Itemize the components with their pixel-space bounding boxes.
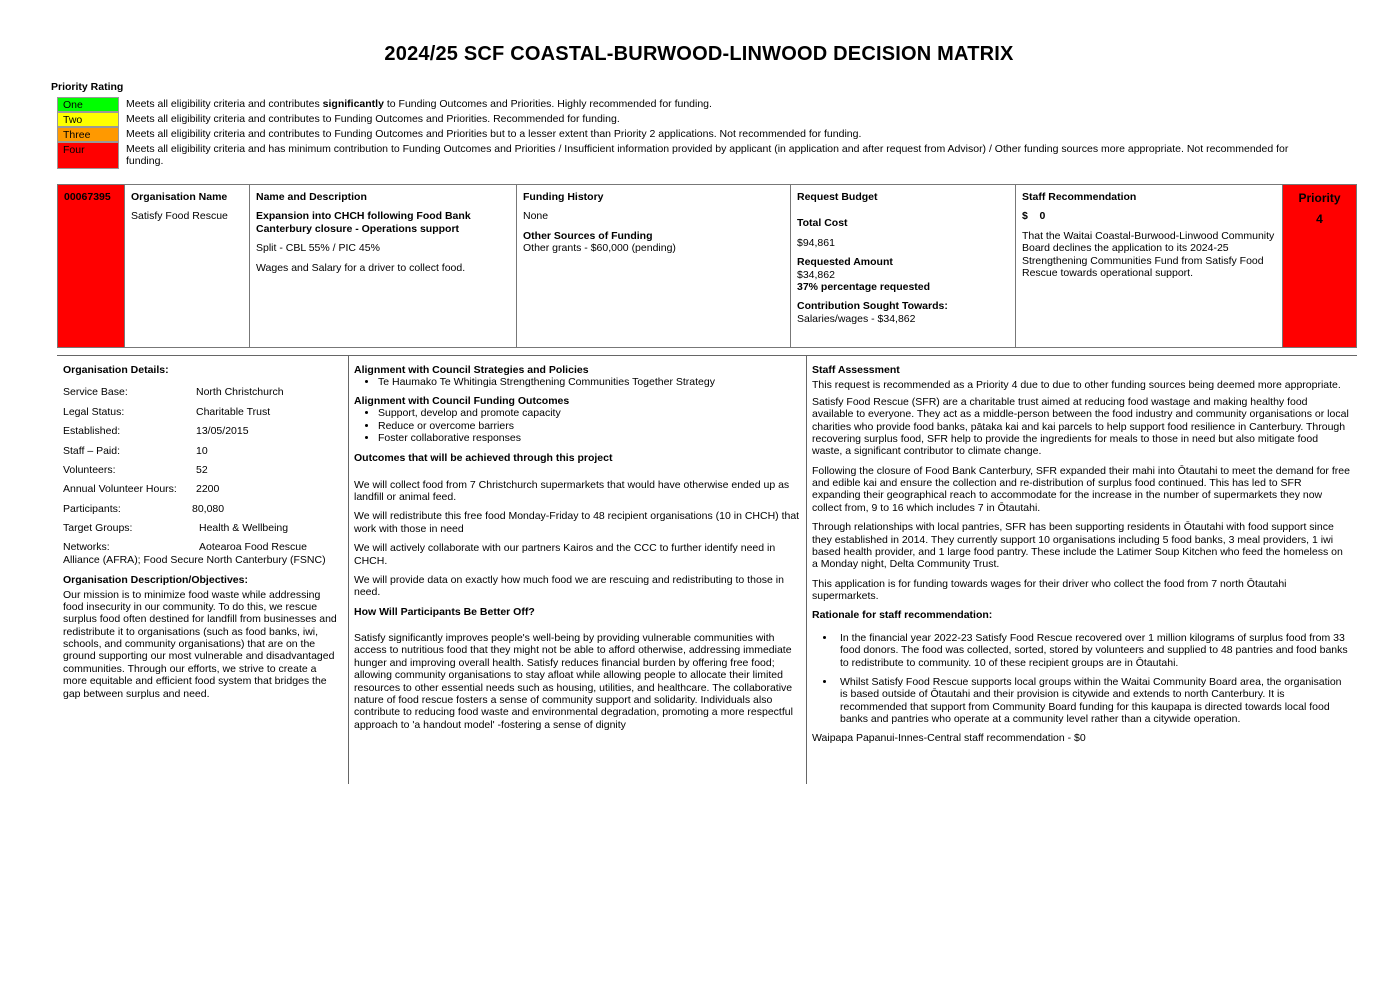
total-cost-label: Total Cost (797, 217, 848, 230)
funding-history-header: Funding History (523, 191, 604, 203)
assessment-intro: This request is recommended as a Priority 4 due to due to other funding sources being deemed more appropriate. (812, 379, 1341, 392)
column-divider (806, 356, 807, 784)
detail-row: Target Groups: Health & Wellbeing (63, 522, 289, 534)
name-description-cell (250, 185, 517, 347)
application-summary-table (57, 184, 1357, 348)
priority-swatch-three: Three (57, 127, 119, 142)
staff-recommendation-amount: $ 0 (1022, 210, 1046, 223)
organisation-details-heading: Organisation Details: (63, 364, 169, 376)
funding-history-value: None (523, 210, 549, 223)
other-sources-header: Other Sources of Funding (523, 229, 653, 242)
rationale-heading: Rationale for staff recommendation: (812, 609, 993, 622)
detail-row: Staff – Paid: 10 (63, 444, 208, 457)
assessment-paragraph: Through relationships with local pantries, SFR has been supporting residents in Ōtautahi with food support since they established in 2014. They currently support 10 organisations including 5 food banks, 3 meal providers, 1 iwi based health provider, and 1 large food pantry. These include the Latimer Soup Kitchen who feed the homeless on a Monday night, Delta Community Trust. (812, 521, 1343, 571)
organisation-name-header: Organisation Name (131, 191, 228, 203)
achieved-outcome: We will provide data on exactly how much food we are rescuing and redistributing to those in need. (354, 573, 784, 599)
contribution-value: Salaries/wages - $34,862 (797, 312, 916, 325)
organisation-details-column (63, 356, 343, 700)
priority-desc-four: Meets all eligibility criteria and has minimum contribution to Funding Outcomes and Priorities / Insufficient information provided by applicant (in application and after request from Advisor) / Other funding sources more appropriate. Not recommended for funding. (126, 143, 1289, 168)
priority-swatch-one: One (57, 97, 119, 112)
project-split: Split - CBL 55% / PIC 45% (256, 242, 380, 255)
priority-swatch-two: Two (57, 112, 119, 127)
funding-history-cell (517, 185, 791, 347)
percentage-requested: 37% percentage requested (797, 280, 931, 293)
total-cost-value: $94,861 (797, 236, 835, 249)
staff-recommendation-text: That the Waitai Coastal-Burwood-Linwood Community Board declines the application to its 2024-25 Strengthening Communities Fund from Satisfy Food Rescue towards operational support. (1022, 229, 1275, 279)
achieved-outcome: We will collect food from 7 Christchurch supermarkets that would have otherwise ended up as landfill or animal feed. (354, 478, 790, 503)
priority-value: 4 (1316, 212, 1323, 227)
detail-row: Service Base: North Christchurch (63, 386, 284, 399)
list-item: • Support, develop and promote capacity (378, 407, 800, 419)
priority-desc-three: Meets all eligibility criteria and contributes to Funding Outcomes and Priorities but to a lesser extent than Priority 2 applications. Not recommended for funding. (126, 128, 862, 140)
other-sources-value: Other grants - $60,000 (pending) (523, 242, 676, 255)
staff-assessment-heading: Staff Assessment (812, 364, 900, 376)
priority-legend (57, 97, 1317, 169)
detail-row: Participants: 80,080 (63, 502, 225, 515)
strategies-heading: Alignment with Council Strategies and Policies (354, 364, 589, 376)
better-off-heading: How Will Participants Be Better Off? (354, 605, 535, 618)
priority-rating-heading: Priority Rating (51, 81, 124, 93)
alignment-column (354, 356, 800, 731)
request-budget-header: Request Budget (797, 191, 878, 203)
column-divider (348, 356, 349, 784)
organisation-name-cell (125, 185, 250, 347)
staff-recommendation-header: Staff Recommendation (1022, 191, 1137, 203)
project-description: Wages and Salary for a driver to collect food. (256, 261, 466, 274)
priority-swatch-four: Four (57, 142, 119, 169)
funding-outcomes-list (354, 407, 800, 444)
list-item: • Whilst Satisfy Food Rescue supports local groups within the Waitai Community Board area, the organisation is based outside of Ōtautahi and their provision is citywide and extends to north Canterbury. It is recommended that support from Community Board funding for this kaupapa is directed towards local food banks and pantries who operate at a community level rather than a citywide operation. (836, 676, 1350, 726)
assessment-paragraph: Following the closure of Food Bank Canterbury, SFR expanded their mahi into Ōtautahi to meet the demand for free and edible kai and ensure the collection and re-distribution of surplus food continued. This has led to SFR expanding their geographical reach to accommodate for the increase in the number of supermarkets they now collect from, 9 to 16 which includes 7 in Ōtautahi. (812, 464, 1350, 514)
detail-row: Volunteers: 52 (63, 463, 208, 476)
list-item: • Te Haumako Te Whitingia Strengthening Communities Together Strategy (378, 376, 800, 388)
page-title: 2024/25 SCF COASTAL-BURWOOD-LINWOOD DECISION MATRIX (384, 43, 1014, 65)
organisation-name: Satisfy Food Rescue (131, 210, 228, 223)
networks-row: Networks: Aotearoa Food Rescue Alliance (AFRA); Food Secure North Canterbury (FSNC) (63, 541, 326, 566)
detail-row: Annual Volunteer Hours: 2200 (63, 483, 220, 496)
better-off-text: Satisfy significantly improves people's well-being by providing vulnerable communities with access to nutritious food that they might not be able to afford otherwise, addressing immediate hunger and improving overall health. Satisfy reduces financial burden by offering free food; allowing community organisations to stay afloat while allowing people to allocate their limited resources to other essential needs such as housing, utilities, and healthcare. The collaborative nature of food rescue fosters a sense of community support and solidarity. Individuals also contribute to reducing food waste and environmental degradation, promoting a more respectful approach to 'a handout model' -fostering a sense of dignity (354, 632, 793, 731)
rationale-list (812, 632, 1350, 726)
assessment-paragraph: This application is for funding towards wages for their driver who collect the food from 7 north Ōtautahi supermarkets. (812, 577, 1287, 602)
strategies-list (354, 376, 800, 388)
achieved-outcome: We will redistribute this free food Monday-Friday to 48 recipient organisations (10 in CHCH) that work with those in need (354, 510, 800, 535)
priority-desc-one: Meets all eligibility criteria and contributes significantly to Funding Outcomes and Priorities. Highly recommended for funding. (126, 98, 712, 110)
project-title: Expansion into CHCH following Food Bank Canterbury closure - Operations support (256, 210, 471, 235)
priority-legend-row (57, 112, 1317, 127)
priority-legend-row (57, 97, 1317, 112)
list-item: • Foster collaborative responses (378, 432, 800, 444)
priority-legend-row (57, 127, 1317, 142)
detail-row: Legal Status: Charitable Trust (63, 405, 271, 418)
name-description-header: Name and Description (256, 191, 367, 203)
list-item: • In the financial year 2022-23 Satisfy Food Rescue recovered over 1 million kilograms of surplus food from 33 food donors. The food was collected, sorted, stored by volunteers and supplied to 48 pantries and food banks to redistribute to community. 10 of these recipient groups are in Ōtautahi. (836, 632, 1350, 669)
assessment-footer: Waipapa Papanui-Innes-Central staff recommendation - $0 (812, 732, 1086, 745)
achieved-outcome: We will actively collaborate with our partners Kairos and the CCC to further identify need in CHCH. (354, 542, 776, 567)
priority-label: Priority (1298, 191, 1341, 205)
requested-amount-label: Requested Amount (797, 256, 893, 269)
requested-amount-value: $34,862 (797, 268, 835, 281)
staff-assessment-column (812, 356, 1350, 745)
list-item: • Reduce or overcome barriers (378, 420, 800, 432)
funding-outcomes-heading: Alignment with Council Funding Outcomes (354, 394, 570, 407)
staff-recommendation-cell (1016, 185, 1283, 347)
detail-row: Established: 13/05/2015 (63, 425, 249, 438)
organisation-description-heading: Organisation Description/Objectives: (63, 574, 248, 587)
assessment-paragraph: Satisfy Food Rescue (SFR) are a charitable trust aimed at reducing food wastage and making healthy food available to everyone. They act as a middle-person between the food industry and community organisations or local charities who provide food banks, pātaka kai and kai parcels to help support food resilience in Canterbury. Through recovering surplus food, SFR help to provide the ingredients for meals to those in need but also mitigate food waste, a significant contributor to climate change. (812, 395, 1349, 458)
achieved-outcomes-heading: Outcomes that will be achieved through this project (354, 452, 613, 465)
priority-legend-row (57, 142, 1317, 169)
request-budget-cell (791, 185, 1016, 347)
organisation-description: Our mission is to minimize food waste while addressing food insecurity in our community. To do this, we rescue surplus food often destined for landfill from businesses and redistribute it to organisations (such as food banks, iwi, schools, and community organisations) that are on the ground supporting our most vulnerable and disadvantaged communities. Through our efforts, we strive to create a more equitable and efficient food system that bridges the gap between surplus and need. (63, 588, 337, 700)
contribution-label: Contribution Sought Towards: (797, 300, 948, 313)
application-id: 00067395 (58, 185, 125, 347)
priority-cell (1283, 185, 1356, 347)
priority-desc-two: Meets all eligibility criteria and contributes to Funding Outcomes and Priorities. Recommended for funding. (126, 113, 620, 125)
